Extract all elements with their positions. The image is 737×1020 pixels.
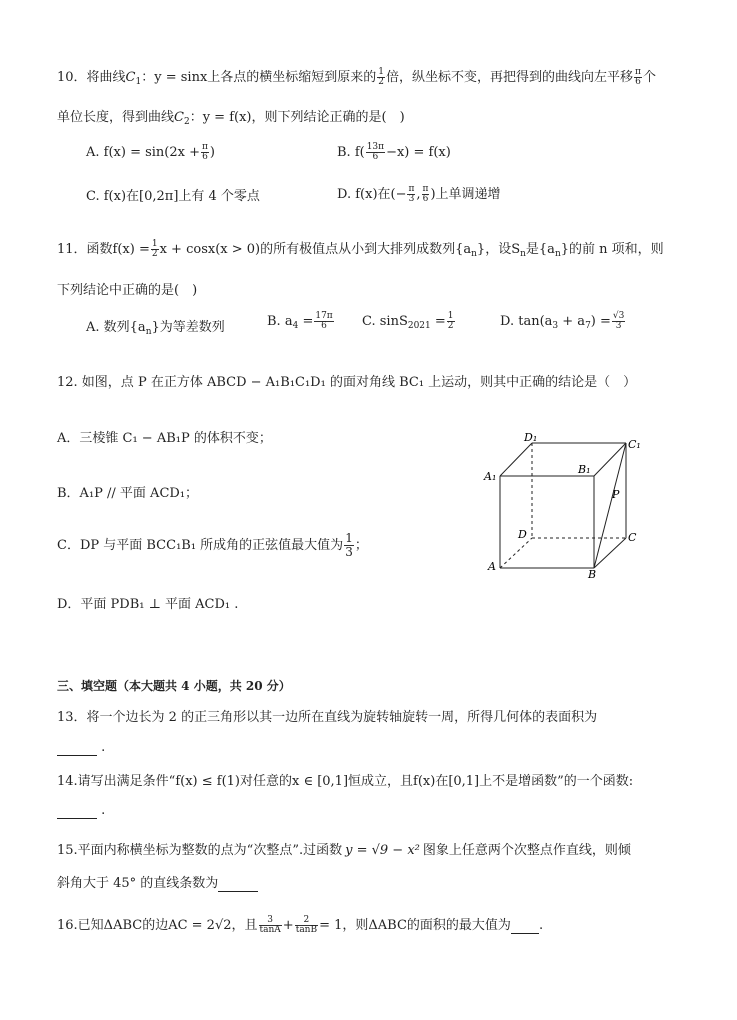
frac-den: 6 [321, 321, 327, 331]
q15-text: 斜角大于 45° 的直线条数为 [57, 876, 219, 891]
q16-answer-blank[interactable] [511, 918, 539, 934]
q11-frac [151, 240, 159, 259]
q16-frac [259, 916, 282, 935]
q10-curve: C [174, 110, 184, 125]
option-frac [344, 532, 354, 559]
label-d: D [518, 528, 527, 541]
q10-curve: C [125, 70, 136, 85]
q11-text: }的前 n 项和，则 [560, 242, 664, 257]
label-c1: C₁ [628, 438, 641, 451]
option-text: B. a [267, 314, 293, 329]
q13-text: 13．将一个边长为 2 的正三角形以其一边所在直线为旋转轴旋转一周，所得几何体的表面积为 [57, 710, 598, 725]
q15-line2 [57, 872, 258, 892]
q16-text: = 1，则ΔABC的面积的最大值为 [319, 918, 511, 933]
section3-title [57, 677, 291, 694]
frac-num: 1 [151, 239, 158, 249]
q16-text: + [282, 918, 294, 933]
frac-den: 2 [378, 77, 385, 87]
frac-num: 2 [295, 916, 318, 926]
q12-option-b [57, 482, 198, 501]
q11-text: 下列结论中正确的是( ) [57, 283, 198, 298]
frac-den: 6 [372, 152, 379, 162]
frac-den: 6 [635, 77, 641, 87]
frac-den: 3 [408, 194, 415, 204]
frac-num: √3 [612, 311, 625, 321]
q11-sub: n [520, 249, 526, 259]
option-text: }为等差数列 [151, 320, 225, 335]
q11-option-a [86, 316, 225, 337]
option-sub: 4 [292, 321, 299, 331]
frac-num: 17π [315, 311, 333, 321]
option-frac [447, 312, 455, 331]
option-frac [422, 185, 430, 204]
option-text: A．三棱锥 C₁ − AB₁P 的体积不变； [57, 431, 272, 446]
option-text: A. f(x) = sin(2x + [86, 145, 200, 160]
q10-option-a [86, 143, 215, 162]
q12-option-a [57, 427, 272, 446]
option-text: )上单调递增 [430, 187, 501, 202]
q10-line2 [57, 106, 405, 127]
q16-line1 [57, 914, 543, 935]
q10-frac [377, 68, 385, 87]
option-text: B．A₁P // 平面 ACD₁； [57, 486, 199, 501]
frac-den: 3 [615, 321, 622, 331]
option-text: −x) = f(x) [386, 145, 451, 160]
q10-text: 10．将曲线 [57, 70, 126, 85]
option-sub: n [145, 327, 152, 337]
option-frac [314, 312, 333, 331]
q10-text: 个 [642, 70, 656, 85]
cube-figure [480, 428, 660, 578]
frac-num: π [202, 142, 208, 152]
q11-option-b [267, 312, 335, 331]
frac-num: 3 [259, 916, 282, 926]
q11-text: x + cosx(x > 0)的所有极值点从小到大排列成数列{a [159, 242, 472, 257]
option-frac [201, 143, 209, 162]
option-text: D．平面 PDB₁ ⊥ 平面 ACD₁ . [57, 597, 239, 612]
option-text: = [430, 314, 446, 329]
option-frac [612, 312, 625, 331]
q13-line1 [57, 706, 597, 725]
q12-option-d [57, 593, 238, 612]
option-text: D. tan(a [500, 314, 553, 329]
q16-text: . [538, 918, 544, 933]
q16-text: 16.已知ΔABC的边AC = 2√2，且 [57, 918, 258, 933]
frac-den: 2 [447, 321, 454, 331]
q12-option-c [57, 532, 368, 559]
q12-text: 12. 如图，点 P 在正方体 ABCD − A₁B₁C₁D₁ 的面对角线 BC₁ 上运动，则其中正确的结论是（ ） [57, 375, 637, 390]
q11-text: }，设S [476, 242, 521, 257]
q13-answer-blank[interactable] [57, 740, 97, 756]
frac-num: 1 [345, 531, 353, 545]
option-text: B. f( [337, 145, 365, 160]
label-b1: B₁ [578, 463, 591, 476]
q11-line2 [57, 279, 197, 298]
q14-line1 [57, 770, 633, 789]
q10-option-c [86, 185, 260, 204]
frac-den: tanB [295, 925, 318, 935]
q11-sub: n [471, 249, 477, 259]
q14-answer-blank[interactable] [57, 803, 97, 819]
option-sub: 7 [585, 321, 591, 331]
edge-a1d1 [500, 443, 532, 476]
option-sub: 2021 [407, 321, 431, 331]
edge-ad [500, 538, 532, 568]
q11-sub: n [554, 249, 561, 259]
option-text: = [298, 314, 314, 329]
q11-text: 11．函数f(x) = [57, 242, 150, 257]
q11-option-d [500, 312, 626, 331]
q15-answer-blank[interactable] [218, 876, 258, 892]
q10-text: ：y = sinx上各点的横坐标缩短到原来的 [141, 70, 377, 85]
frac-num: π [422, 184, 429, 194]
edge-bc1-diagonal [594, 443, 626, 568]
frac-num: 1 [378, 67, 385, 77]
label-b: B [588, 568, 597, 578]
option-text: C．DP 与平面 BCC₁B₁ 所成角的正弦值最大值为 [57, 538, 344, 553]
frac-num: π [408, 184, 415, 194]
q15-line1 [57, 839, 631, 858]
frac-den: tanA [259, 925, 281, 935]
label-c: C [628, 531, 637, 544]
q10-frac [634, 68, 642, 87]
section-title-text: 三、填空题（本大题共 4 小题，共 20 分） [57, 679, 291, 693]
frac-den: 3 [345, 545, 353, 559]
option-text: ) [209, 145, 215, 160]
q10-text: ：y = f(x)，则下列结论正确的是( ) [189, 110, 405, 125]
q11-line1 [57, 238, 664, 259]
option-frac [407, 185, 415, 204]
option-text: ； [354, 538, 368, 553]
q14-text: . [101, 803, 106, 818]
option-sub: 3 [552, 321, 559, 331]
edge-b1c1 [594, 443, 626, 476]
option-frac [366, 143, 385, 162]
option-text: + a [558, 314, 586, 329]
q10-sub: 2 [183, 117, 190, 127]
frac-den: 6 [422, 194, 429, 204]
q14-text: 14.请写出满足条件“f(x) ≤ f(1)对任意的x ∈ [0,1]恒成立，且f(x)在[0,1]上不是增函数”的一个函数: [57, 774, 634, 789]
edge-bc [594, 538, 626, 568]
option-text: D. f(x)在(− [337, 187, 407, 202]
q10-option-b [337, 143, 451, 162]
frac-den: 6 [202, 152, 208, 162]
option-text: , [416, 187, 421, 202]
q11-option-c [362, 312, 456, 331]
frac-num: 13π [366, 142, 385, 152]
q13-line2 [57, 740, 105, 756]
option-text: A. 数列{a [86, 320, 146, 335]
q16-frac [295, 916, 318, 935]
q12-stem [57, 371, 636, 390]
frac-den: 2 [151, 249, 158, 259]
frac-num: π [635, 67, 641, 77]
option-text: C. sinS [362, 314, 408, 329]
option-text: C. f(x)在[0,2π]上有 4 个零点 [86, 189, 260, 204]
q13-text: . [101, 740, 106, 755]
q10-sub: 1 [135, 77, 142, 87]
q10-text: 单位长度，得到曲线 [57, 110, 175, 125]
option-text: ) = [590, 314, 611, 329]
q14-line2 [57, 803, 105, 819]
q15-formula: y = √9 − x² [345, 843, 420, 858]
label-a1: A₁ [484, 470, 497, 483]
q15-text: 15.平面内称横坐标为整数的点为“次整点”.过函数 [57, 843, 343, 858]
q10-option-d [337, 183, 501, 204]
q10-line1 [57, 66, 656, 87]
q10-text: 倍，纵坐标不变，再把得到的曲线向左平移 [386, 70, 634, 85]
label-a: A [488, 560, 496, 573]
label-p: P [612, 488, 620, 501]
label-d1: D₁ [524, 431, 538, 444]
frac-num: 1 [447, 311, 454, 321]
q11-text: 是{a [525, 242, 555, 257]
q15-text: 图象上任意两个次整点作直线，则倾 [422, 843, 631, 858]
